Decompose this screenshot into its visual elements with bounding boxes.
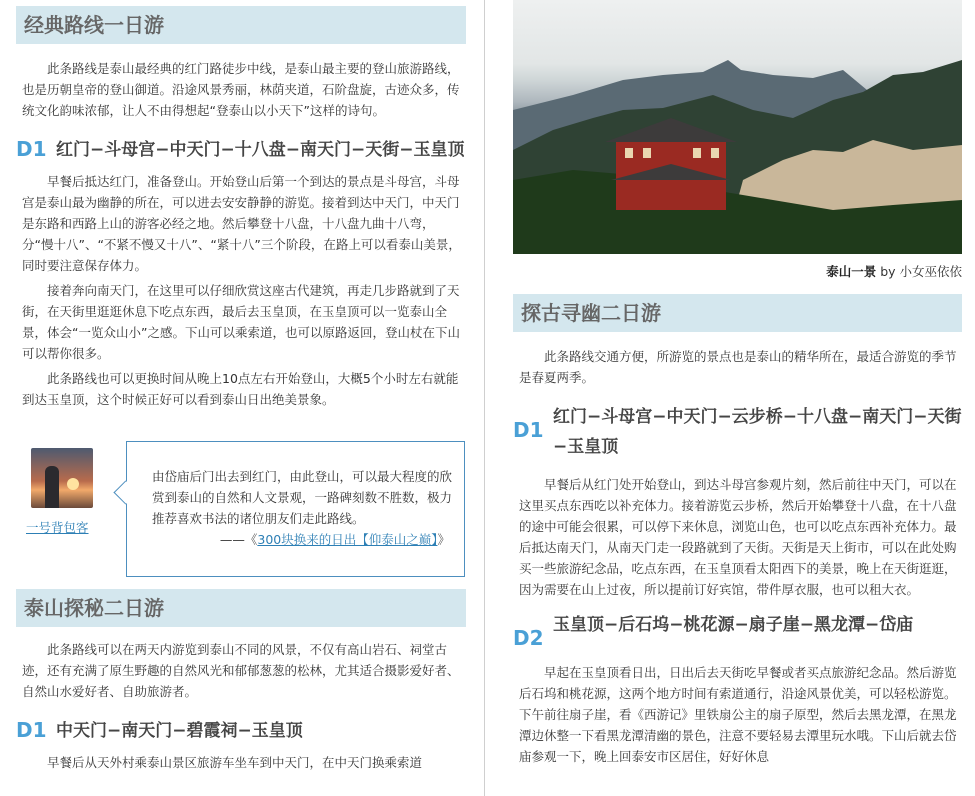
section-intro: 此条路线交通方便，所游览的景点也是泰山的精华所在，最适合游览的季节是春夏两季。 <box>519 349 957 385</box>
caption-title: 泰山一景 <box>826 264 877 279</box>
caption-author[interactable]: by 小女巫依依 <box>876 264 962 279</box>
sun-icon <box>67 478 79 490</box>
day-heading <box>513 402 962 462</box>
temple-window <box>711 148 719 158</box>
day-paragraph: 早餐后抵达红门，准备登山。开始登山后第一个到达的景点是斗母宫，斗母宫是泰山最为幽静的所在，可以进去安安静静的游览。接着到达中天门，中天门是东路和西路上山的游客必经之地。然后攀登十八盘，十八盘九曲十八弯，分“慢十八”、“不紧不慢又十八”、“紧十八”三个阶段，在路上可以看泰山美景，同时要注意保存体力。 <box>22 174 461 273</box>
day-heading <box>513 610 962 650</box>
section-title-classic: 经典路线一日游 <box>16 6 466 44</box>
quote-source-suffix: 》 <box>437 532 450 547</box>
mount-tai-photo[interactable] <box>513 0 962 254</box>
day-paragraph: 接着奔向南天门，在这里可以仔细欣赏这座古代建筑，再走几步路就到了天街，在天街里逛逛休息下吃点东西，最后去玉皇顶，在玉皇顶可以一览泰山全景，体会“一览众山小”之感。下山可以乘索道，也可以原路返回，登山杖在下山可以帮你很多。 <box>22 283 460 361</box>
day-heading <box>16 135 466 165</box>
quote-text: 由岱庙后门出去到红门，由此登山，可以最大程度的欣赏到泰山的自然和人文景观，一路碑刻数不胜数，极力推荐喜欢书法的诸位朋友们走此路线。 <box>152 469 453 526</box>
section-intro: 此条路线可以在两天内游览到泰山不同的风景，不仅有高山岩石、祠堂古迹，还有充满了原生野趣的自然风光和郁郁葱葱的松林，尤其适合摄影爱好者、自然山水爱好者、自助旅游者。 <box>22 642 460 699</box>
column-divider <box>484 0 485 796</box>
author-link[interactable]: 一号背包客 <box>26 520 89 535</box>
day-route-title: 红门−斗母宫−中天门−十八盘−南天门−天街−玉皇顶 <box>56 140 465 160</box>
photo-caption <box>513 262 962 280</box>
day-number: D1 <box>16 718 47 742</box>
temple-window <box>693 148 701 158</box>
avatar[interactable] <box>31 448 93 508</box>
day-number: D1 <box>16 137 47 161</box>
person-silhouette <box>45 466 59 508</box>
day-paragraph: 此条路线也可以更换时间从晚上10点左右开始登山，大概5个小时左右就能到达玉皇顶，这个时候正好可以看到泰山日出绝美景象。 <box>22 371 459 407</box>
section-title-explore: 泰山探秘二日游 <box>16 589 466 627</box>
temple-window <box>643 148 651 158</box>
day-route-title: 玉皇顶−后石坞−桃花源−扇子崖−黑龙潭−岱庙 <box>553 615 914 635</box>
quote-source <box>220 530 450 548</box>
day-paragraph: 早餐后从红门处开始登山，到达斗母宫参观片刻，然后前往中天门，可以在这里买点东西吃以补充体力。接着游览云步桥，然后开始攀登十八盘，在十八盘的途中可能会很累，可以停下来休息，浏览山色，也可以吃点东西补充体力。最后抵达南天门，从南天门走一段路就到了天街。天街是天上街市，可以在此处购买一些旅游纪念品，吃点东西，在玉皇顶看太阳西下的美景，晚上在天街逛逛，因为需要在山上过夜，所以提前订好宾馆，带件厚衣服，也可以租大衣。 <box>519 477 957 597</box>
day-paragraph: 早起在玉皇顶看日出，日出后去天街吃早餐或者买点旅游纪念品。然后游览后石坞和桃花源，这两个地方时间有索道通行，沿途风景优美，可以轻松游览。下午前往扇子崖，看《西游记》里铁扇公主的扇子原型，然后去黑龙潭，在黑龙潭边休整一下看黑龙潭清幽的景色，注意不要轻易去潭里玩水哦。下山后就去岱庙参观一下，晚上回泰安市区居住，好好休息 <box>519 665 957 764</box>
user-quote <box>16 422 466 562</box>
quote-box <box>126 441 465 577</box>
day-number: D2 <box>513 626 544 650</box>
day-heading <box>16 716 466 746</box>
section-intro: 此条路线是泰山最经典的红门路徒步中线，是泰山最主要的登山旅游路线，也是历朝皇帝的登山御道。沿途风景秀丽，林荫夹道，石阶盘旋，古迹众多，传统文化韵味浓郁，让人不由得想起“登泰山以小天下”这样的诗句。 <box>22 61 460 118</box>
day-route-title: 中天门−南天门−碧霞祠−玉皇顶 <box>56 721 303 741</box>
left-column <box>16 0 466 773</box>
section-title-ancient: 探古寻幽二日游 <box>513 294 962 332</box>
right-column <box>513 0 962 767</box>
quote-source-prefix: ——《 <box>219 532 258 547</box>
day-route-title: 红门−斗母宫−中天门−云步桥−十八盘−南天门−天街−玉皇顶 <box>553 407 962 457</box>
mountain-scene <box>513 0 962 254</box>
day-number: D1 <box>513 418 544 442</box>
temple-window <box>625 148 633 158</box>
source-article-link[interactable]: 300块换来的日出【仰泰山之巅】 <box>257 532 438 547</box>
day-paragraph: 早餐后从天外村乘泰山景区旅游车坐车到中天门，在中天门换乘索道 <box>47 755 423 770</box>
